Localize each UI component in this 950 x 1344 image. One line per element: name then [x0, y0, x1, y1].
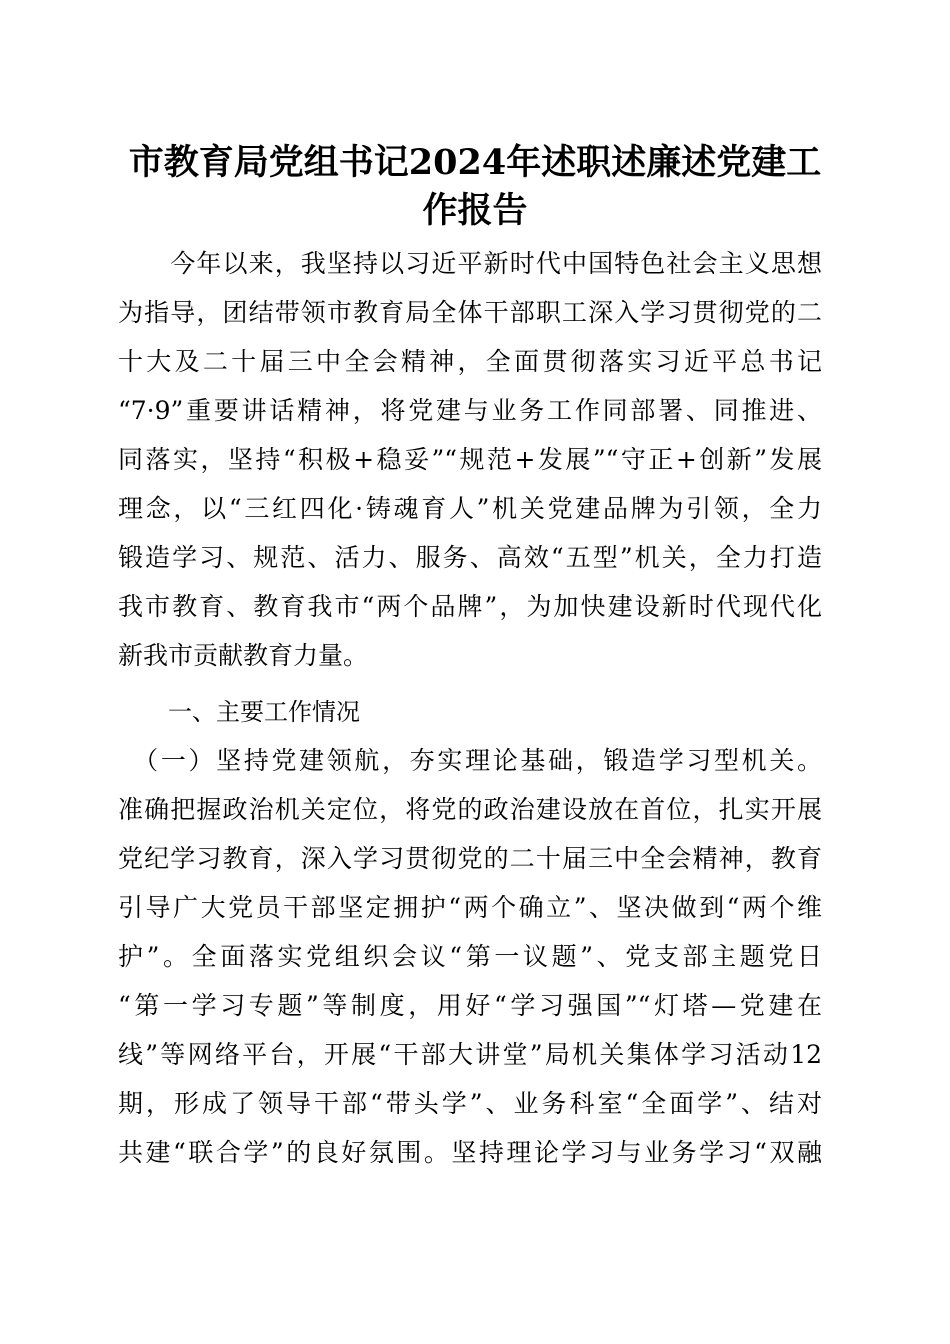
paragraph-line: 准确把握政治机关定位，将党的政治建设放在首位，扎实开展: [118, 795, 822, 824]
paragraph-line: 为指导，团结带领市教育局全体干部职工深入学习贯彻党的二: [118, 298, 822, 327]
paragraph-line: 引导广大党员干部坚定拥护“两个确立”、坚决做到“两个维: [118, 893, 822, 922]
paragraph-line: 今年以来，我坚持以习近平新时代中国特色社会主义思想: [118, 249, 822, 278]
document-title-line-2: 作报告: [422, 190, 528, 231]
paragraph-line: 新我市贡献教育力量。: [118, 641, 369, 670]
paragraph-line: 锻造学习、规范、活力、服务、高效“五型”机关，全力打造: [118, 543, 822, 572]
section-heading: 一、主要工作情况: [168, 698, 360, 726]
paragraph-line: 护”。全面落实党组织会议“第一议题”、党支部主题党日: [118, 942, 822, 971]
paragraph-line: “7·9”重要讲话精神，将党建与业务工作同部署、同推进、: [118, 396, 822, 425]
paragraph-line: “第一学习专题”等制度，用好“学习强国”“灯塔—党建在: [118, 991, 822, 1020]
paragraph-line: 共建“联合学”的良好氛围。坚持理论学习与业务学习“双融: [118, 1138, 822, 1167]
paragraph-line: 期，形成了领导干部“带头学”、业务科室“全面学”、结对: [118, 1089, 822, 1118]
paragraph-line: 十大及二十届三中全会精神，全面贯彻落实习近平总书记: [118, 347, 822, 376]
document-title-line-1: 市教育局党组书记2024年述职述廉述党建工: [128, 142, 822, 183]
paragraph-line: 党纪学习教育，深入学习贯彻党的二十届三中全会精神，教育: [118, 844, 822, 873]
paragraph-line: （一）坚持党建领航，夯实理论基础，锻造学习型机关。: [118, 746, 822, 775]
paragraph-line: 线”等网络平台，开展“干部大讲堂”局机关集体学习活动12: [118, 1040, 822, 1069]
paragraph-line: 我市教育、教育我市“两个品牌”，为加快建设新时代现代化: [118, 592, 822, 621]
paragraph-line: 理念，以“三红四化·铸魂育人”机关党建品牌为引领，全力: [118, 494, 822, 523]
paragraph-line: 同落实，坚持“积极+稳妥”“规范+发展”“守正+创新”发展: [118, 445, 822, 474]
